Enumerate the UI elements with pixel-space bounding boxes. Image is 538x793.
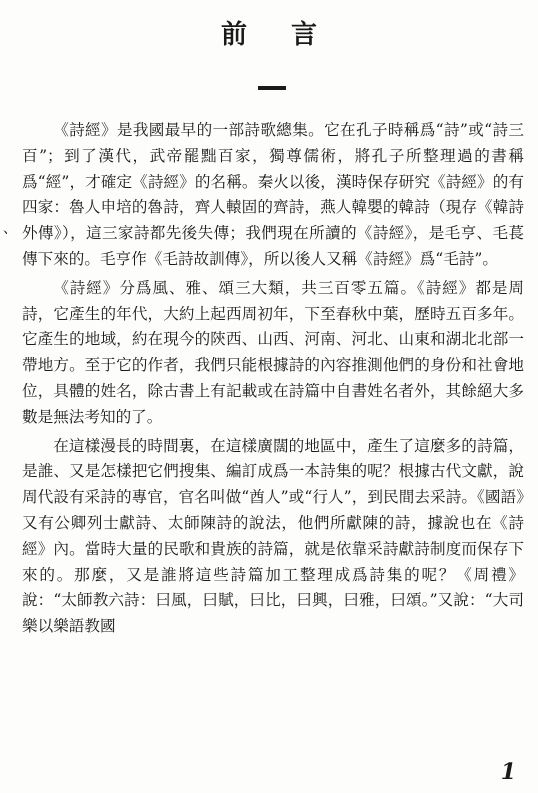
margin-mark: 、 (3, 221, 17, 237)
paragraph-3: 在這樣漫長的時間裏，在這樣廣闊的地區中，產生了這麼多的詩篇，是誰、又是怎樣把它們搜集、編訂成爲一本詩集的呢？根據古代文獻，說周代設有采詩的專官，官名叫做“酋人”或“行人”，到民間去采詩。《國語》又有公卿列士獻詩、太師陳詩的說法，他們所獻陳的詩，據說也在《詩經》內。當時大量的民歌和貴族的詩篇，就是依靠采詩獻詩制度而保存下來的。那麼，又是誰將這些詩篇加工整理成爲詩集的呢？《周禮》說：“太師教六詩：曰風，曰賦，曰比，曰興，曰雅，曰頌。”又說：“大司樂以樂語教國 (22, 436, 524, 636)
paragraph-1: 《詩經》是我國最早的一部詩歌總集。它在孔子時稱爲“詩”或“詩三百”；到了漢代，武帝罷黜百家，獨尊儒術，將孔子所整理過的書稱爲“經”，才確定《詩經》的名稱。秦火以後，漢時保存研究《詩經》的有四家：魯人申培的魯詩，齊人轅固的齊詩，燕人韓嬰的韓詩（現存《韓詩外傳》），這三家詩都先後失傳；我們現在所讀的《詩經》，是毛亨、毛萇傳下來的。毛亨作《毛詩故訓傳》，所以後人又稱《詩經》爲“毛詩”。 (22, 121, 524, 268)
section-number-one (258, 86, 286, 90)
body-text (22, 118, 524, 643)
page-title: 前言 (220, 20, 361, 50)
paragraph-2: 《詩經》分爲風、雅、頌三大類，共三百零五篇。《詩經》都是周詩，它產生的年代，大約上起西周初年，下至春秋中葉，歷時五百多年。它產生的地域，約在現今的陝西、山西、河南、河北、山東和湖北北部一帶地方。至于它的作者，我們只能根據詩的內容推測他們的身份和社會地位，具體的姓名，除古書上有記載或在詩篇中自書姓名者外，其餘絕大多數是無法考知的了。 (22, 278, 524, 426)
page-number: 1 (500, 759, 516, 785)
